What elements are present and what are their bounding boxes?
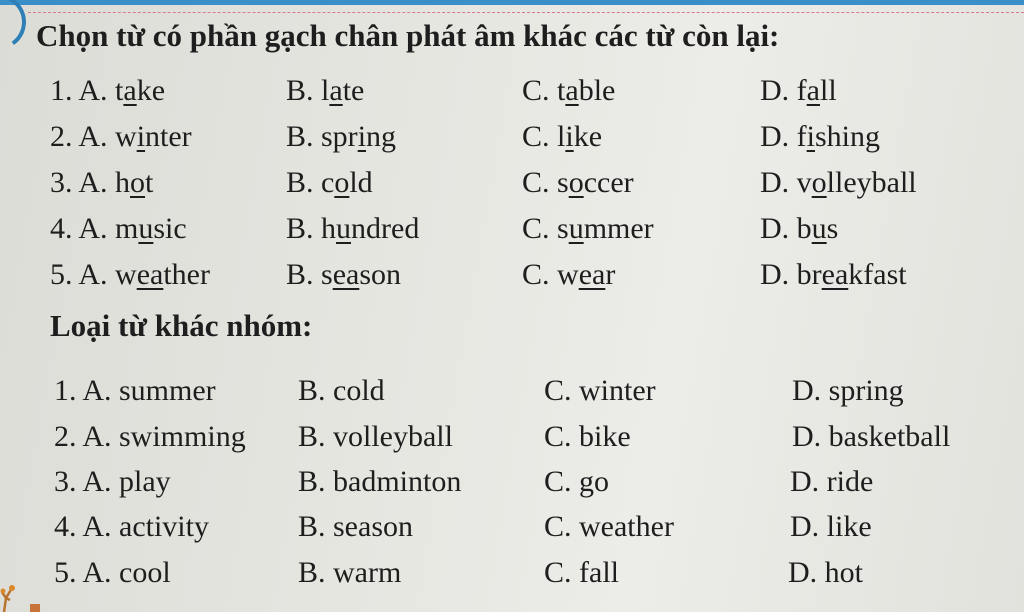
s2-r1-d: D. spring (792, 374, 904, 407)
s1-r5-c: C. wear (522, 258, 616, 291)
s2-row-5 (0, 556, 1024, 596)
s1-row-4 (0, 212, 1024, 252)
s1-r1-b: B. late (286, 74, 365, 107)
s1-r2-d: D. fishing (760, 120, 881, 153)
s1-r4-a: 4. A. music (50, 212, 187, 245)
s2-r1-a: 1. A. summer (54, 374, 216, 407)
top-blue-bar (0, 0, 1024, 5)
s2-r4-d: D. like (790, 510, 872, 543)
s2-r1-c: C. winter (544, 374, 656, 407)
s2-r2-b: B. volleyball (298, 420, 453, 453)
s2-r5-d: D. hot (788, 556, 863, 589)
s2-r4-b: B. season (298, 510, 413, 543)
s2-r3-b: B. badminton (298, 465, 462, 498)
s2-r3-d: D. ride (790, 465, 874, 498)
s2-r5-a: 5. A. cool (54, 556, 171, 589)
s2-r5-b: B. warm (298, 556, 402, 589)
s2-r5-c: C. fall (544, 556, 619, 589)
s2-row-2 (0, 420, 1024, 460)
section1-title: Chọn từ có phần gạch chân phát âm khác các từ còn lại: (36, 18, 780, 53)
s2-r4-a: 4. A. activity (54, 510, 209, 543)
s2-row-1 (0, 374, 1024, 414)
s1-row-5 (0, 258, 1024, 298)
s1-r4-d: D. bus (760, 212, 839, 245)
section2-title: Loại từ khác nhóm: (50, 308, 313, 343)
s1-r3-c: C. soccer (522, 166, 634, 199)
s2-r4-c: C. weather (544, 510, 674, 543)
s1-r3-d: D. volleyball (760, 166, 917, 199)
s1-r3-a: 3. A. hot (50, 166, 154, 199)
s1-r5-b: B. season (286, 258, 402, 291)
s2-r3-a: 3. A. play (54, 465, 171, 498)
s1-row-3 (0, 166, 1024, 206)
s1-r5-a: 5. A. weather (50, 258, 210, 291)
s1-r3-b: B. cold (286, 166, 373, 199)
s1-r1-a: 1. A. take (50, 74, 166, 107)
s2-row-4 (0, 510, 1024, 550)
s2-r2-c: C. bike (544, 420, 631, 453)
s2-r1-b: B. cold (298, 374, 385, 407)
s1-r1-d: D. fall (760, 74, 837, 107)
s1-r1-c: C. table (522, 74, 616, 107)
s1-r2-b: B. spring (286, 120, 397, 153)
s2-r2-a: 2. A. swimming (54, 420, 246, 453)
s2-r3-c: C. go (544, 465, 610, 498)
s1-r2-a: 2. A. winter (50, 120, 192, 153)
tree-decoration-icon (0, 578, 40, 612)
s1-r5-d: D. breakfast (760, 258, 907, 291)
s1-row-1 (0, 74, 1024, 114)
s1-row-2 (0, 120, 1024, 160)
dashed-border-line (28, 12, 1024, 13)
corner-arc-decoration (0, 0, 30, 54)
s1-r4-c: C. summer (522, 212, 654, 245)
s2-r2-d: D. basketball (792, 420, 951, 453)
s1-r4-b: B. hundred (286, 212, 420, 245)
s2-row-3 (0, 465, 1024, 505)
s1-r2-c: C. like (522, 120, 603, 153)
